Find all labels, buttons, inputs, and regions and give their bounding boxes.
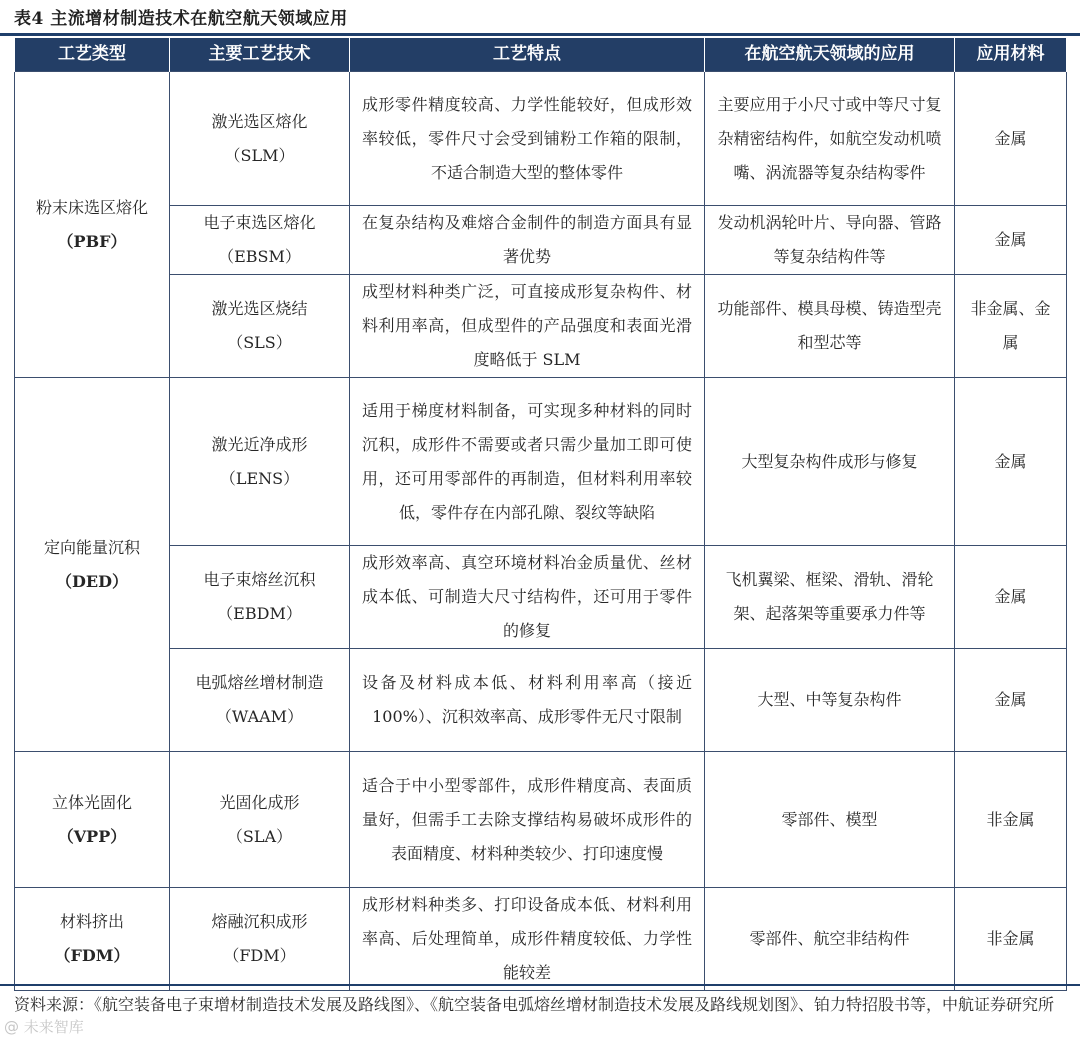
technology-cell bbox=[170, 546, 350, 649]
table-row bbox=[15, 275, 1067, 378]
technology-name: 光固化成形 bbox=[219, 792, 300, 812]
table-row bbox=[15, 649, 1067, 752]
process-type-abbr: （VPP） bbox=[57, 826, 127, 846]
process-type-abbr: （FDM） bbox=[54, 946, 130, 965]
material-cell: 金属 bbox=[955, 72, 1067, 206]
technology-abbr: （FDM） bbox=[223, 946, 296, 965]
process-type-abbr: （PBF） bbox=[57, 231, 127, 251]
feature-cell: 成形效率高、真空环境材料冶金质量优、丝材成本低、可制造大尺寸结构件，还可用于零件的修复 bbox=[350, 546, 705, 649]
application-cell: 主要应用于小尺寸或中等尺寸复杂精密结构件，如航空发动机喷嘴、涡流器等复杂结构零件 bbox=[705, 72, 955, 206]
application-cell: 发动机涡轮叶片、导向器、管路等复杂结构件等 bbox=[705, 206, 955, 275]
application-cell: 大型、中等复杂构件 bbox=[705, 649, 955, 752]
technology-cell bbox=[170, 378, 350, 546]
technology-name: 电子束熔丝沉积 bbox=[203, 570, 316, 589]
process-type-cell bbox=[15, 752, 170, 888]
technology-cell bbox=[170, 752, 350, 888]
application-cell: 功能部件、模具母模、铸造型壳和型芯等 bbox=[705, 275, 955, 378]
table-title: 表4 主流增材制造技术在航空航天领域应用 bbox=[14, 9, 348, 29]
technology-name: 电子束选区熔化 bbox=[203, 213, 316, 232]
bottom-rule bbox=[0, 984, 1080, 986]
header-row bbox=[15, 38, 1067, 72]
application-cell: 飞机翼梁、框梁、滑轨、滑轮架、起落架等重要承力件等 bbox=[705, 546, 955, 649]
technology-abbr: （EBSM） bbox=[218, 247, 301, 266]
technology-cell bbox=[170, 888, 350, 991]
source-note: 资料来源：《航空装备电子束增材制造技术发展及路线图》、《航空装备电弧熔丝增材制造技术发展及路线规划图》、铂力特招股书等，中航证券研究所 bbox=[14, 995, 1055, 1014]
technology-name: 激光选区烧结 bbox=[211, 299, 308, 318]
technology-cell bbox=[170, 206, 350, 275]
material-cell: 非金属 bbox=[955, 752, 1067, 888]
technology-abbr: （SLA） bbox=[226, 826, 293, 846]
process-type-cell bbox=[15, 72, 170, 378]
table-row bbox=[15, 206, 1067, 275]
feature-cell: 适用于梯度材料制备，可实现多种材料的同时沉积，成形件不需要或者只需少量加工即可使用，还可用零部件的再制造，但材料利用率较低，零件存在内部孔隙、裂纹等缺陷 bbox=[350, 378, 705, 546]
process-type-name: 立体光固化 bbox=[51, 792, 132, 812]
feature-cell: 在复杂结构及难熔合金制件的制造方面具有显著优势 bbox=[350, 206, 705, 275]
process-type-name: 定向能量沉积 bbox=[43, 537, 140, 557]
process-type-name: 材料挤出 bbox=[59, 912, 124, 931]
technology-abbr: （SLS） bbox=[227, 333, 292, 352]
table-row bbox=[15, 72, 1067, 206]
process-type-name: 粉末床选区熔化 bbox=[35, 197, 148, 217]
header-material: 应用材料 bbox=[955, 38, 1067, 72]
technology-abbr: （WAAM） bbox=[215, 707, 304, 726]
technology-abbr: （LENS） bbox=[219, 468, 300, 488]
technology-abbr: （SLM） bbox=[224, 145, 295, 165]
material-cell: 金属 bbox=[955, 206, 1067, 275]
feature-cell: 设备及材料成本低、材料利用率高（接近100%）、沉积效率高、成形零件无尺寸限制 bbox=[350, 649, 705, 752]
technology-abbr: （EBDM） bbox=[217, 604, 302, 623]
material-cell: 非金属、金属 bbox=[955, 275, 1067, 378]
application-cell: 零部件、模型 bbox=[705, 752, 955, 888]
technology-name: 激光选区熔化 bbox=[211, 111, 308, 131]
technology-name: 熔融沉积成形 bbox=[211, 912, 308, 931]
technology-name: 电弧熔丝增材制造 bbox=[195, 673, 324, 692]
process-type-abbr: （DED） bbox=[56, 571, 128, 591]
technology-name: 激光近净成形 bbox=[211, 434, 308, 454]
feature-cell: 成型材料种类广泛，可直接成形复杂构件、材料利用率高，但成型件的产品强度和表面光滑度略低于 SLM bbox=[350, 275, 705, 378]
application-cell: 大型复杂构件成形与修复 bbox=[705, 378, 955, 546]
process-type-cell bbox=[15, 888, 170, 991]
table-row bbox=[15, 752, 1067, 888]
material-cell: 金属 bbox=[955, 378, 1067, 546]
process-type-cell bbox=[15, 378, 170, 752]
watermark: @ 未来智库 bbox=[4, 1018, 84, 1036]
feature-cell: 成形零件精度较高、力学性能较好，但成形效率较低，零件尺寸会受到铺粉工作箱的限制，不适合制造大型的整体零件 bbox=[350, 72, 705, 206]
technology-cell bbox=[170, 72, 350, 206]
feature-cell: 适合于中小型零部件，成形件精度高、表面质量好，但需手工去除支撑结构易破坏成形件的表面精度、材料种类较少、打印速度慢 bbox=[350, 752, 705, 888]
technology-cell bbox=[170, 649, 350, 752]
table-row bbox=[15, 546, 1067, 649]
material-cell: 金属 bbox=[955, 546, 1067, 649]
header-aerospace-application: 在航空航天领域的应用 bbox=[705, 38, 955, 72]
application-cell: 零部件、航空非结构件 bbox=[705, 888, 955, 991]
am-tech-table bbox=[14, 38, 1067, 991]
technology-cell bbox=[170, 275, 350, 378]
header-main-technology: 主要工艺技术 bbox=[170, 38, 350, 72]
header-features: 工艺特点 bbox=[350, 38, 705, 72]
table-row bbox=[15, 378, 1067, 546]
table-row bbox=[15, 888, 1067, 991]
header-process-type: 工艺类型 bbox=[15, 38, 170, 72]
material-cell: 非金属 bbox=[955, 888, 1067, 991]
material-cell: 金属 bbox=[955, 649, 1067, 752]
top-rule bbox=[0, 33, 1080, 36]
feature-cell: 成形材料种类多、打印设备成本低、材料利用率高、后处理简单，成形件精度较低、力学性能较差 bbox=[350, 888, 705, 991]
